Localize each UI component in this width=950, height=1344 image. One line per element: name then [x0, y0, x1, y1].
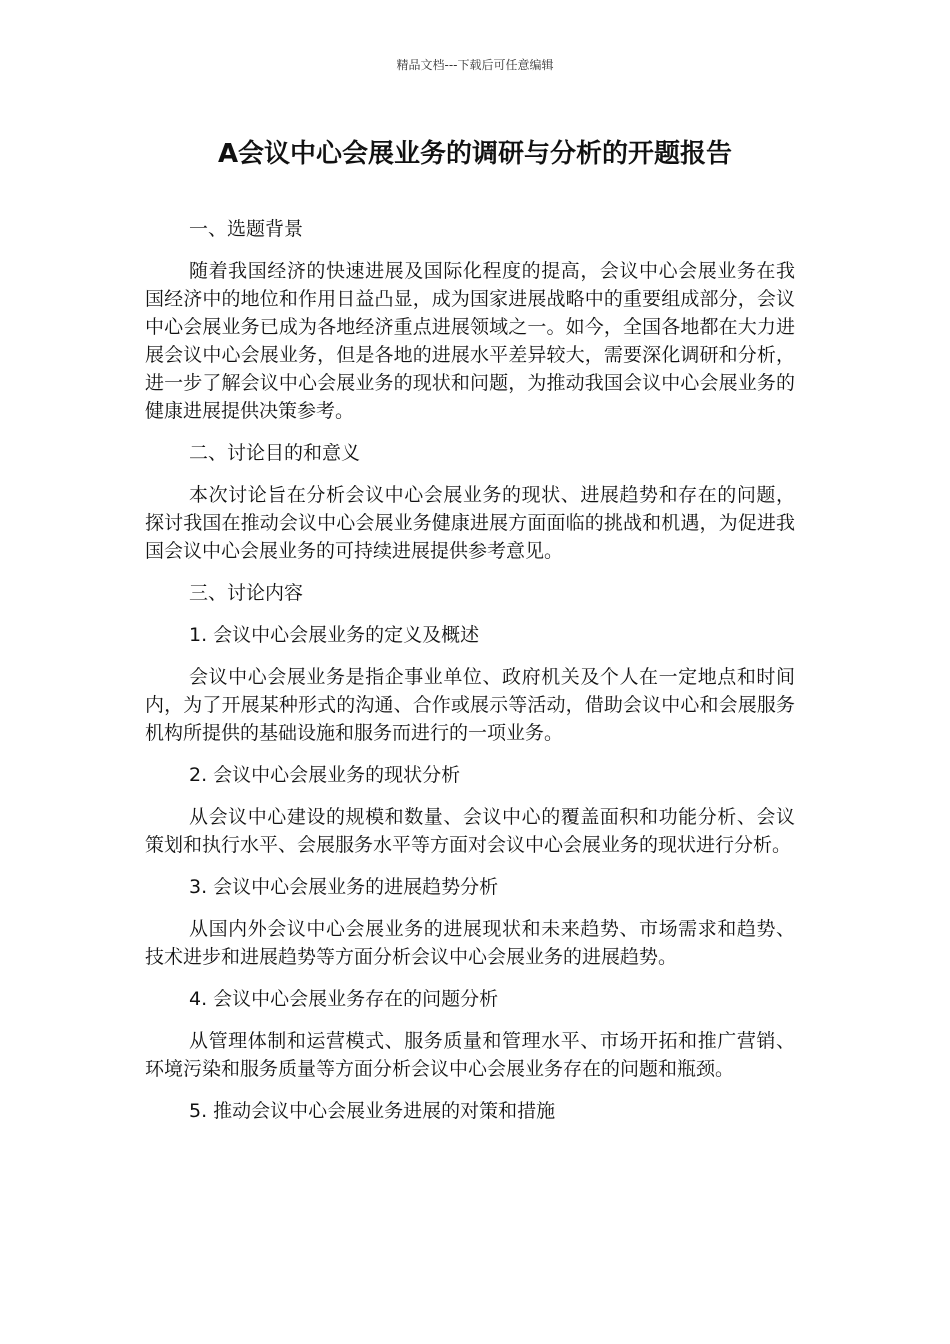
- subsection-paragraph-problems: 从管理体制和运营模式、服务质量和管理水平、市场开拓和推广营销、环境污染和服务质量等方面分析会议中心会展业务存在的问题和瓶颈。: [145, 1030, 795, 1080]
- subsection-paragraph-definition: 会议中心会展业务是指企事业单位、政府机关及个人在一定地点和时间内，为了开展某种形式的沟通、合作或展示等活动，借助会议中心和会展服务机构所提供的基础设施和服务而进行的一项业务。: [145, 666, 795, 744]
- document-title: A会议中心会展业务的调研与分析的开题报告: [217, 139, 733, 169]
- page-header: 精品文档---下载后可任意编辑: [396, 58, 554, 72]
- section-heading-background: 一、选题背景: [189, 218, 304, 240]
- subsection-heading-definition: 1. 会议中心会展业务的定义及概述: [189, 624, 480, 646]
- document-body: [145, 215, 795, 1139]
- subsection-heading-problems: 4. 会议中心会展业务存在的问题分析: [189, 988, 499, 1010]
- subsection-paragraph-trends: 从国内外会议中心会展业务的进展现状和未来趋势、市场需求和趋势、技术进步和进展趋势等方面分析会议中心会展业务的进展趋势。: [145, 918, 795, 968]
- subsection-heading-trends: 3. 会议中心会展业务的进展趋势分析: [189, 876, 499, 898]
- subsection-heading-status: 2. 会议中心会展业务的现状分析: [189, 764, 461, 786]
- subsection-heading-measures: 5. 推动会议中心会展业务进展的对策和措施: [189, 1100, 556, 1122]
- section-paragraph-background: 随着我国经济的快速进展及国际化程度的提高，会议中心会展业务在我国经济中的地位和作用日益凸显，成为国家进展战略中的重要组成部分，会议中心会展业务已成为各地经济重点进展领域之一。如今，全国各地都在大力进展会议中心会展业务，但是各地的进展水平差异较大，需要深化调研和分析，进一步了解会议中心会展业务的现状和问题，为推动我国会议中心会展业务的健康进展提供决策参考。: [145, 260, 795, 422]
- section-paragraph-purpose: 本次讨论旨在分析会议中心会展业务的现状、进展趋势和存在的问题，探讨我国在推动会议中心会展业务健康进展方面面临的挑战和机遇，为促进我国会议中心会展业务的可持续进展提供参考意见。: [145, 484, 795, 562]
- subsection-paragraph-status: 从会议中心建设的规模和数量、会议中心的覆盖面积和功能分析、会议策划和执行水平、会展服务水平等方面对会议中心会展业务的现状进行分析。: [145, 806, 795, 856]
- section-heading-content: 三、讨论内容: [189, 582, 304, 604]
- section-heading-purpose: 二、讨论目的和意义: [189, 442, 361, 464]
